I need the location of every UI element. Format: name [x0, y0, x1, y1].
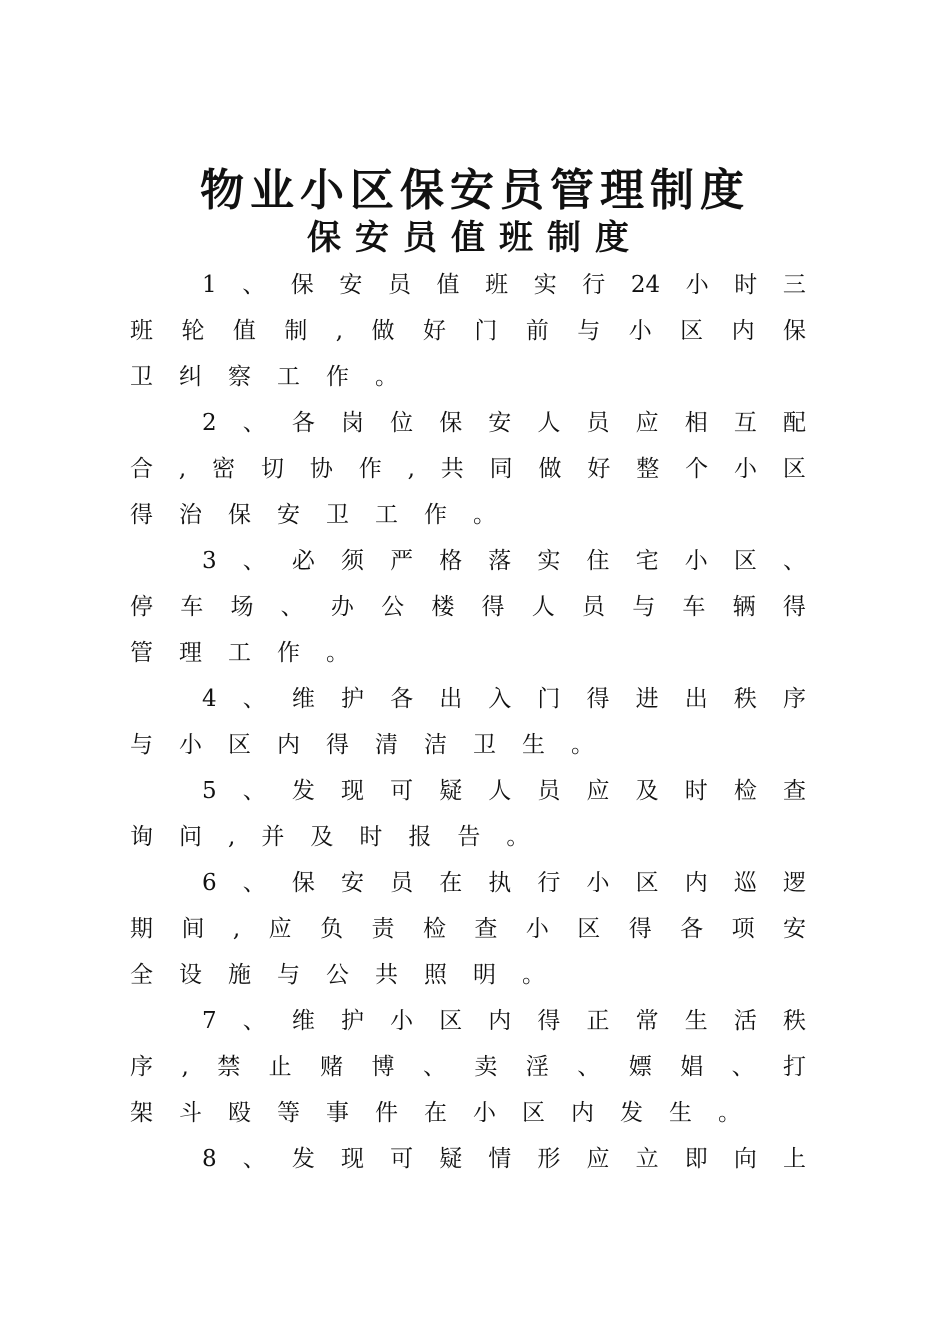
document-line: 与 小 区 内 得 清 洁 卫 生 。	[130, 732, 594, 758]
body-text	[130, 262, 806, 1182]
section-subtitle: 保安员值班制度	[307, 218, 643, 258]
document-line: 1 、 保 安 员 值 班 实 行 24 小 时 三	[202, 272, 806, 298]
document-line: 期 间 , 应 负 责 检 查 小 区 得 各 项 安	[130, 916, 806, 942]
document-line: 询 问 , 并 及 时 报 告 。	[130, 824, 530, 850]
document-title: 物业小区保安员管理制度	[200, 165, 750, 216]
document-line: 合 , 密 切 协 作 , 共 同 做 好 整 个 小 区	[130, 456, 806, 482]
document-line: 卫 纠 察 工 作 。	[130, 364, 398, 390]
document-line: 8 、 发 现 可 疑 情 形 应 立 即 向 上	[202, 1146, 806, 1172]
document-line: 5 、 发 现 可 疑 人 员 应 及 时 检 查	[202, 778, 806, 804]
document-line: 6 、 保 安 员 在 执 行 小 区 内 巡 逻	[202, 870, 806, 896]
document-line: 停 车 场 、 办 公 楼 得 人 员 与 车 辆 得	[130, 594, 806, 620]
document-line: 得 治 保 安 卫 工 作 。	[130, 502, 496, 528]
document-line: 4 、 维 护 各 出 入 门 得 进 出 秩 序	[202, 686, 806, 712]
document-line: 全 设 施 与 公 共 照 明 。	[130, 962, 545, 988]
document-line: 管 理 工 作 。	[130, 640, 349, 666]
document-line: 7 、 维 护 小 区 内 得 正 常 生 活 秩	[202, 1008, 806, 1034]
document-line: 3 、 必 须 严 格 落 实 住 宅 小 区 、	[202, 548, 806, 574]
document-line: 班 轮 值 制 , 做 好 门 前 与 小 区 内 保	[130, 318, 806, 344]
document-line: 架 斗 殴 等 事 件 在 小 区 内 发 生 。	[130, 1100, 741, 1126]
document-line: 序 , 禁 止 赌 博 、 卖 淫 、 嫖 娼 、 打	[130, 1054, 806, 1080]
document-line: 2 、 各 岗 位 保 安 人 员 应 相 互 配	[202, 410, 806, 436]
